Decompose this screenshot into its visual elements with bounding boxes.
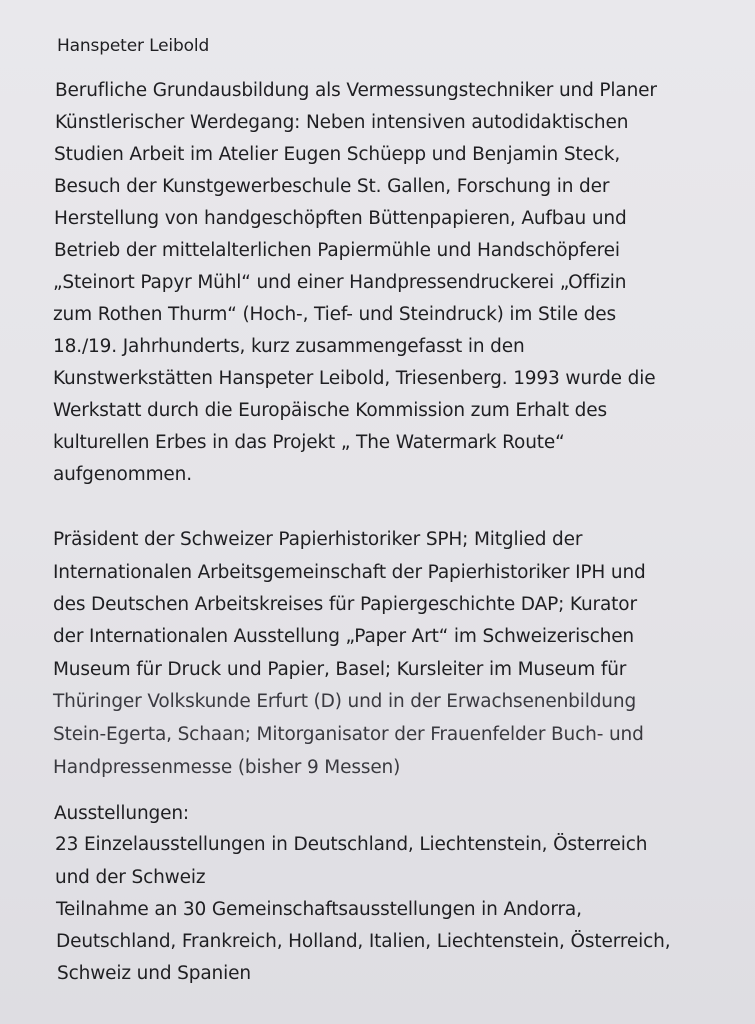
text-line: des Deutschen Arbeitskreises für Papiergeschichte DAP; Kurator: [53, 594, 637, 615]
text-line: 23 Einzelausstellungen in Deutschland, Liechtenstein, Österreich: [55, 834, 648, 855]
text-line: Handpressenmesse (bisher 9 Messen): [53, 757, 401, 778]
text-line: Betrieb der mittelalterlichen Papiermühle und Handschöpferei: [54, 240, 620, 261]
text-line: Internationalen Arbeitsgemeinschaft der Papierhistoriker IPH und: [53, 562, 646, 583]
text-line: Teilnahme an 30 Gemeinschaftsausstellungen in Andorra,: [56, 899, 582, 920]
text-line: Herstellung von handgeschöpften Büttenpapieren, Aufbau und: [54, 208, 627, 229]
document-title: Hanspeter Leibold: [57, 36, 210, 56]
text-line: Kunstwerkstätten Hanspeter Leibold, Triesenberg. 1993 wurde die: [53, 368, 656, 389]
text-line: Thüringer Volkskunde Erfurt (D) und in der Erwachsenenbildung: [53, 691, 637, 712]
text-line: Berufliche Grundausbildung als Vermessungstechniker und Planer: [55, 80, 657, 101]
text-line: der Internationalen Ausstellung „Paper Art“ im Schweizerischen: [53, 626, 635, 647]
exhibitions-heading: Ausstellungen:: [54, 803, 190, 824]
text-line: Museum für Druck und Papier, Basel; Kursleiter im Museum für: [53, 659, 627, 680]
text-line: zum Rothen Thurm“ (Hoch-, Tief- und Steindruck) im Stile des: [53, 304, 616, 325]
text-line: Stein-Egerta, Schaan; Mitorganisator der Frauenfelder Buch- und: [53, 724, 644, 745]
text-line: und der Schweiz: [55, 867, 206, 888]
text-line: Besuch der Kunstgewerbeschule St. Gallen, Forschung in der: [54, 176, 610, 197]
text-line: 18./19. Jahrhunderts, kurz zusammengefasst in den: [53, 336, 525, 357]
text-line: aufgenommen.: [53, 464, 192, 485]
text-line: Künstlerischer Werdegang: Neben intensiven autodidaktischen: [55, 112, 629, 133]
text-line: Werkstatt durch die Europäische Kommission zum Erhalt des: [53, 400, 607, 421]
text-line: „Steinort Papyr Mühl“ und einer Handpressendruckerei „Offizin: [53, 272, 627, 293]
text-line: Schweiz und Spanien: [57, 963, 251, 984]
text-line: Deutschland, Frankreich, Holland, Italien, Liechtenstein, Österreich,: [56, 931, 671, 952]
text-line: kulturellen Erbes in das Projekt „ The Watermark Route“: [53, 432, 565, 453]
text-line: Studien Arbeit im Atelier Eugen Schüepp und Benjamin Steck,: [54, 144, 621, 165]
text-line: Präsident der Schweizer Papierhistoriker SPH; Mitglied der: [53, 529, 583, 550]
